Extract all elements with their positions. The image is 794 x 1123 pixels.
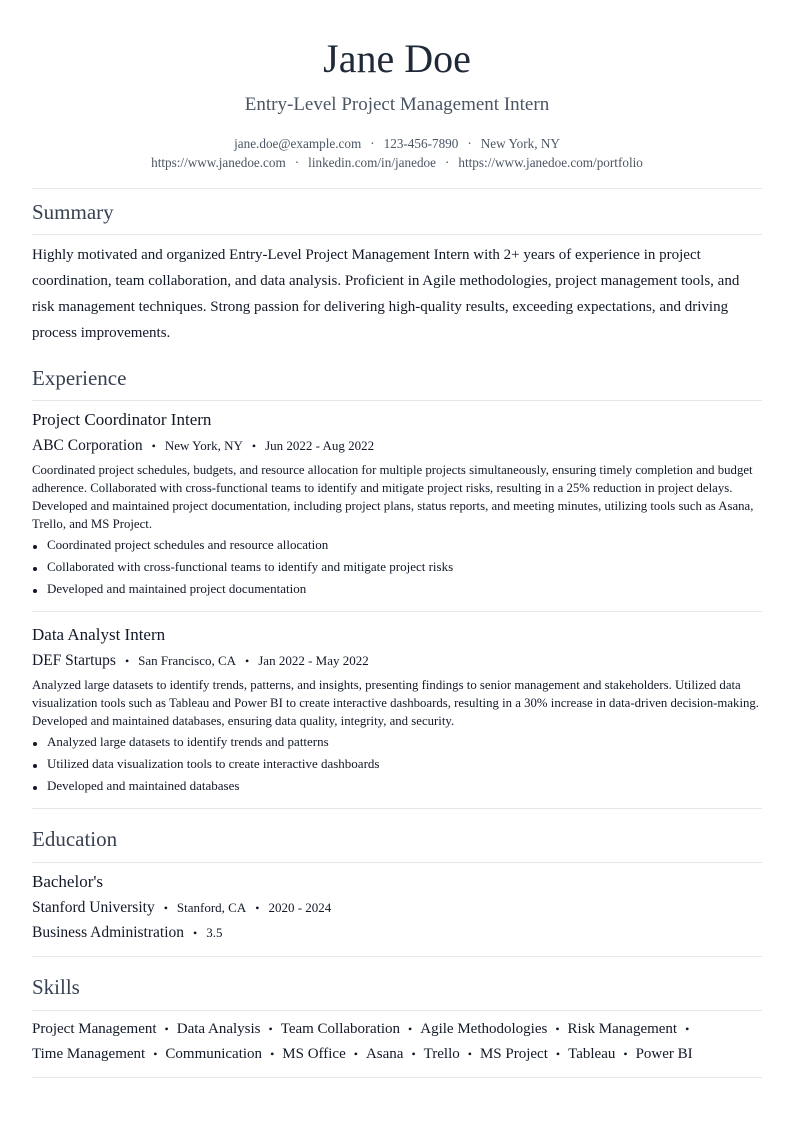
contact-row-1 [0, 135, 794, 153]
education-field: Business Administration [32, 924, 184, 941]
contact-row-2 [0, 154, 794, 172]
contact-separator: · [294, 155, 300, 170]
section-title-skills: Skills [32, 975, 80, 999]
bullet-separator: • [353, 1047, 358, 1061]
bullet-separator: • [270, 1047, 275, 1061]
skill-item: Time Management [32, 1046, 146, 1062]
contact-separator: · [370, 136, 375, 151]
section-title-summary: Summary [32, 200, 114, 224]
skill-item: MS Project [479, 1046, 548, 1062]
bullet-separator: • [411, 1047, 416, 1061]
contact-separator: · [444, 155, 450, 170]
contact-location: New York, NY [480, 136, 560, 151]
bullet-separator: • [153, 1047, 158, 1061]
skill-item: Project Management [32, 1021, 157, 1037]
list-item: Coordinated project schedules and resource allocation [32, 534, 762, 556]
bullet-separator: • [555, 1022, 560, 1036]
skill-item: Tableau [568, 1046, 616, 1062]
divider [32, 1077, 762, 1078]
list-item: Analyzed large datasets to identify trends and patterns [32, 731, 762, 753]
contact-separator: · [467, 136, 472, 151]
job-description: Coordinated project schedules, budgets, and resource allocation for multiple projects simultaneously, ensuring timely completion and budget adherence. Collaborated with cross-functional teams to identify and mitigate project risks, resulting in a 25% reduction in project delays. Developed and maintained project documentation, including project plans, status reports, and meeting minutes, utilizing tools such as Asana, Trello, and MS Project. [32, 463, 754, 531]
education-location: Stanford, CA [176, 900, 247, 915]
candidate-name: Jane Doe [323, 36, 471, 81]
skill-item: Asana [365, 1046, 404, 1062]
bullet-separator: • [164, 1022, 169, 1036]
job-meta [32, 437, 374, 455]
job-description: Analyzed large datasets to identify trends, patterns, and insights, presenting findings to senior management and stakeholders. Utilized data visualization tools such as Tableau and Power BI to create interactive dashboards, resulting in a 30% increase in data-driven decision-making. Developed and maintained databases, ensuring data quality, integrity, and security. [32, 678, 759, 728]
contact-email[interactable]: jane.doe@example.com [234, 136, 362, 151]
divider [32, 611, 762, 612]
skill-item: Team Collaboration [280, 1021, 401, 1037]
section-title-experience: Experience [32, 366, 127, 390]
job-location: New York, NY [164, 438, 243, 453]
summary-text: Highly motivated and organized Entry-Level Project Management Intern with 2+ years of experience in project coordination, team collaboration, and data analysis. Proficient in Agile methodologies, project management tools, and risk management techniques. Strong passion for delivering high-quality results, exceeding expectations, and driving process improvements. [32, 247, 740, 341]
bullet-separator: • [163, 901, 168, 915]
job-meta [32, 652, 369, 670]
bullet-separator: • [555, 1047, 561, 1061]
bullet-separator: • [408, 1022, 413, 1036]
job-title: Project Coordinator Intern [32, 410, 212, 429]
education-dates: 2020 - 2024 [268, 900, 332, 915]
list-item: Developed and maintained databases [32, 775, 762, 797]
education-meta [32, 899, 331, 917]
bullet-separator: • [124, 654, 130, 668]
job-company: DEF Startups [32, 652, 116, 669]
bullet-separator: • [193, 926, 198, 940]
list-item: Utilized data visualization tools to create interactive dashboards [32, 753, 762, 775]
education-school: Stanford University [32, 899, 155, 916]
bullet-separator: • [268, 1022, 273, 1036]
section-title-education: Education [32, 827, 118, 851]
education-gpa: 3.5 [206, 925, 223, 940]
bullet-separator: • [151, 439, 156, 453]
bullet-separator: • [623, 1047, 628, 1061]
list-item: Collaborated with cross-functional teams to identify and mitigate project risks [32, 556, 762, 578]
job-bullet-list [32, 731, 762, 797]
education-degree: Bachelor's [32, 872, 104, 891]
skill-item: Risk Management [567, 1021, 678, 1037]
skill-item: Communication [165, 1046, 263, 1062]
job-title: Data Analyst Intern [32, 625, 166, 644]
bullet-separator: • [255, 901, 260, 915]
divider [32, 808, 762, 809]
skill-item: Data Analysis [176, 1021, 261, 1037]
divider [32, 188, 762, 189]
divider [32, 956, 762, 957]
candidate-role: Entry-Level Project Management Intern [244, 94, 550, 115]
divider [32, 234, 762, 235]
job-dates: Jan 2022 - May 2022 [258, 653, 369, 668]
contact-website-link[interactable]: https://www.janedoe.com [151, 155, 286, 170]
skill-item: Trello [423, 1046, 460, 1062]
job-company: ABC Corporation [32, 437, 143, 454]
job-bullet-list [32, 534, 762, 600]
divider [32, 400, 762, 401]
education-field-row [32, 924, 222, 942]
contact-portfolio-link[interactable]: https://www.janedoe.com/portfolio [458, 155, 643, 170]
contact-phone[interactable]: 123-456-7890 [383, 136, 459, 151]
list-item: Developed and maintained project documentation [32, 578, 762, 600]
divider [32, 862, 762, 863]
skill-item: Agile Methodologies [420, 1021, 548, 1037]
bullet-separator: • [685, 1022, 690, 1036]
skills-row-2 [32, 1044, 693, 1064]
skills-row-1 [32, 1019, 697, 1039]
bullet-separator: • [245, 654, 250, 668]
bullet-separator: • [251, 439, 257, 453]
job-location: San Francisco, CA [138, 653, 237, 668]
skill-item: Power BI [635, 1046, 693, 1062]
skill-item: MS Office [282, 1046, 346, 1062]
contact-linkedin-link[interactable]: linkedin.com/in/janedoe [308, 155, 436, 170]
divider [32, 1010, 762, 1011]
job-dates: Jun 2022 - Aug 2022 [265, 438, 375, 453]
bullet-separator: • [467, 1047, 472, 1061]
